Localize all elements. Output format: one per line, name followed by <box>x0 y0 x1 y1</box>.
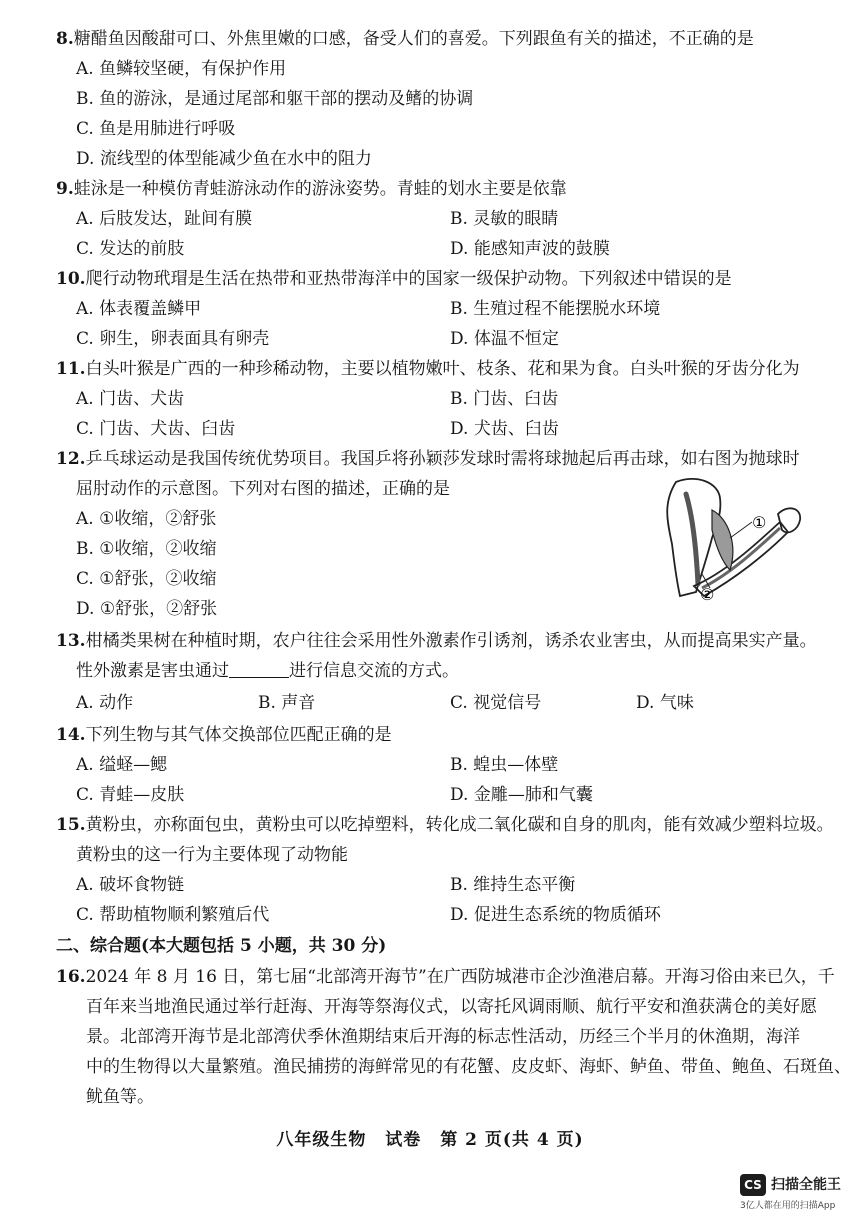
options-row <box>0 874 860 896</box>
question-text: 黄粉虫，亦称面包虫，黄粉虫可以吃掉塑料，转化成二氧化碳和自身的肌肉，能有效减少塑料垃圾。 <box>85 815 834 835</box>
footer-paper: 试卷 <box>385 1130 422 1150</box>
humerus-bone <box>686 494 698 584</box>
option-c: C. 鱼是用肺进行呼吸 <box>76 119 236 139</box>
option-a: A. 门齿、犬齿 <box>76 389 185 409</box>
question-text: 糖醋鱼因酸甜可口、外焦里嫩的口感，备受人们的喜爱。下列跟鱼有关的描述，不正确的是 <box>73 29 754 49</box>
options-row <box>0 784 860 806</box>
question-12-stem-cont: 屈肘动作的示意图。下列对右图的描述，正确的是 <box>76 479 450 499</box>
option-d: D. 流线型的体型能减少鱼在水中的阻力 <box>76 149 372 169</box>
question-text: 2024 年 8 月 16 日，第七届“北部湾开海节”在广西防城港市企沙渔港启幕。开海习俗由来已久，千 <box>85 967 835 987</box>
answer-blank <box>229 661 289 678</box>
stem-text: 性外激素是害虫通过 <box>76 661 229 681</box>
hand-outline <box>778 508 800 532</box>
question-number: 15. <box>56 815 86 835</box>
watermark-name: 扫描全能王 <box>771 1177 841 1193</box>
page-footer <box>0 1125 860 1150</box>
options-row <box>0 298 860 320</box>
question-number: 10. <box>56 269 86 289</box>
option-b: B. 门齿、臼齿 <box>450 389 559 409</box>
question-text: 柑橘类果树在种植时期，农户往往会采用性外激素作引诱剂，诱杀农业害虫，从而提高果实产量。 <box>85 631 817 651</box>
option-d: D. 体温不恒定 <box>450 329 559 349</box>
option-a: A. 体表覆盖鳞甲 <box>76 299 202 319</box>
question-8-stem <box>56 28 754 50</box>
option-b: B. 声音 <box>258 693 316 713</box>
question-number: 8. <box>56 29 74 49</box>
option-b: B. 蝗虫—体壁 <box>450 755 559 775</box>
question-15-stem-cont: 黄粉虫的这一行为主要体现了动物能 <box>76 845 348 865</box>
options-row <box>0 388 860 410</box>
options-row <box>0 692 860 714</box>
option-c: C. 帮助植物顺利繁殖后代 <box>76 905 270 925</box>
options-row <box>0 238 860 260</box>
option-d: D. ①舒张，②舒张 <box>76 599 218 619</box>
options-row <box>0 418 860 440</box>
question-text: 白头叶猴是广西的一种珍稀动物，主要以植物嫩叶、枝条、花和果为食。白头叶猴的牙齿分化为 <box>85 359 800 379</box>
question-number: 16. <box>56 967 86 987</box>
question-15-stem <box>56 814 834 836</box>
question-10-stem <box>56 268 732 290</box>
options-row <box>0 328 860 350</box>
question-text: 爬行动物玳瑁是生活在热带和亚热带海洋中的国家一级保护动物。下列叙述中错误的是 <box>85 269 732 289</box>
question-16-line: 景。北部湾开海节是北部湾伏季休渔期结束后开海的标志性活动，历经三个半月的休渔期，海洋 <box>86 1027 800 1047</box>
question-16-line: 百年来当地渔民通过举行赶海、开海等祭海仪式，以寄托风调雨顺、航行平安和渔获满仓的美好愿 <box>86 997 817 1017</box>
question-16-line: 中的生物得以大量繁殖。渔民捕捞的海鲜常见的有花蟹、皮皮虾、海虾、鲈鱼、带鱼、鲍鱼、石斑鱼、 <box>86 1057 851 1077</box>
option-d: D. 能感知声波的鼓膜 <box>450 239 610 259</box>
option-c: C. 发达的前肢 <box>76 239 185 259</box>
question-13-stem-cont <box>76 660 459 682</box>
option-c: C. 门齿、犬齿、臼齿 <box>76 419 236 439</box>
question-13-stem <box>56 630 817 652</box>
option-a: A. 后肢发达，趾间有膜 <box>76 209 253 229</box>
option-b: B. ①收缩，②收缩 <box>76 539 217 559</box>
option-b: B. 维持生态平衡 <box>450 875 576 895</box>
question-text: 下列生物与其气体交换部位匹配正确的是 <box>85 725 392 745</box>
option-c: C. ①舒张，②收缩 <box>76 569 217 589</box>
option-d: D. 犬齿、臼齿 <box>450 419 559 439</box>
camscanner-logo-icon: CS <box>740 1174 766 1196</box>
biceps-muscle <box>712 510 733 570</box>
question-text: 乒乓球运动是我国传统优势项目。我国乒将孙颖莎发球时需将球抛起后再击球，如右图为抛球时 <box>85 449 800 469</box>
option-a: A. 缢蛏—鳃 <box>76 755 168 775</box>
leader-line-1 <box>730 522 752 538</box>
option-a: A. 鱼鳞较坚硬，有保护作用 <box>76 59 287 79</box>
question-number: 13. <box>56 631 86 651</box>
option-b: B. 生殖过程不能摆脱水环境 <box>450 299 661 319</box>
question-number: 14. <box>56 725 86 745</box>
option-b: B. 灵敏的眼睛 <box>450 209 559 229</box>
label-muscle-1: ① <box>752 513 767 532</box>
elbow-flexion-figure <box>656 474 806 604</box>
footer-subject: 八年级生物 <box>276 1130 367 1150</box>
option-a: A. 破坏食物链 <box>76 875 185 895</box>
question-12-stem <box>56 448 800 470</box>
question-14-stem <box>56 724 392 746</box>
question-11-stem <box>56 358 800 380</box>
option-a: A. ①收缩，②舒张 <box>76 509 217 529</box>
option-c: C. 卵生，卵表面具有卵壳 <box>76 329 270 349</box>
option-d: D. 促进生态系统的物质循环 <box>450 905 661 925</box>
question-16-line: 鱿鱼等。 <box>86 1087 154 1107</box>
option-b: B. 鱼的游泳，是通过尾部和躯干部的摆动及鳍的协调 <box>76 89 474 109</box>
option-a: A. 动作 <box>76 693 134 713</box>
question-text: 蛙泳是一种模仿青蛙游泳动作的游泳姿势。青蛙的划水主要是依靠 <box>73 179 567 199</box>
options-row <box>0 754 860 776</box>
option-d: D. 金雕—肺和气囊 <box>450 785 593 805</box>
stem-text: 进行信息交流的方式。 <box>289 661 459 681</box>
options-row <box>0 208 860 230</box>
scanner-watermark <box>740 1172 852 1212</box>
footer-page-number: 第 2 页(共 4 页) <box>440 1130 584 1150</box>
label-muscle-2: ② <box>700 585 715 604</box>
option-c: C. 视觉信号 <box>450 693 542 713</box>
question-9-stem <box>56 178 567 200</box>
option-c: C. 青蛙—皮肤 <box>76 785 185 805</box>
options-row <box>0 904 860 926</box>
section-heading: 二、综合题(本大题包括 5 小题，共 30 分) <box>56 936 387 956</box>
question-number: 12. <box>56 449 86 469</box>
option-d: D. 气味 <box>636 693 694 713</box>
watermark-tagline: 3亿人都在用的扫描App <box>740 1201 836 1211</box>
question-16-stem <box>56 966 835 988</box>
question-number: 11. <box>56 359 86 379</box>
question-number: 9. <box>56 179 74 199</box>
